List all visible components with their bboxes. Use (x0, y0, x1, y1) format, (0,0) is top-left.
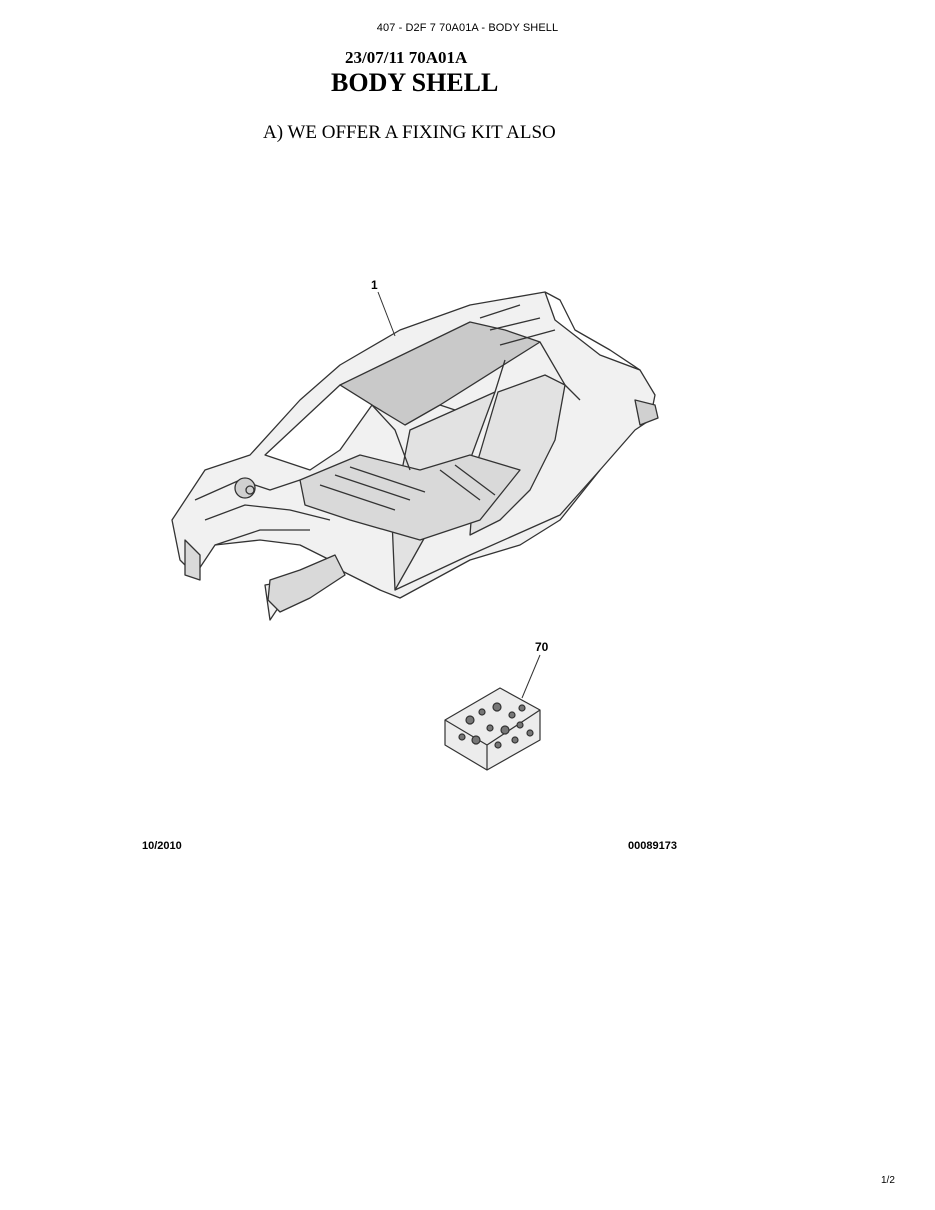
callout-1-leader (378, 292, 395, 336)
callout-70-leader (522, 655, 540, 698)
callout-body-shell: 1 (371, 278, 378, 292)
callout-fixing-kit: 70 (535, 640, 549, 654)
body-shell-drawing (172, 292, 658, 620)
reference-line: 23/07/11 70A01A (345, 48, 468, 67)
page-number: 1/2 (881, 1175, 895, 1186)
note-text: A) WE OFFER A FIXING KIT ALSO (263, 122, 556, 143)
page-title: BODY SHELL (331, 68, 499, 97)
fixing-kit-drawing (445, 655, 540, 770)
diagram-date: 10/2010 (142, 840, 182, 852)
document-header: 407 - D2F 7 70A01A - BODY SHELL (376, 22, 559, 34)
diagram-code: 00089173 (628, 840, 677, 852)
